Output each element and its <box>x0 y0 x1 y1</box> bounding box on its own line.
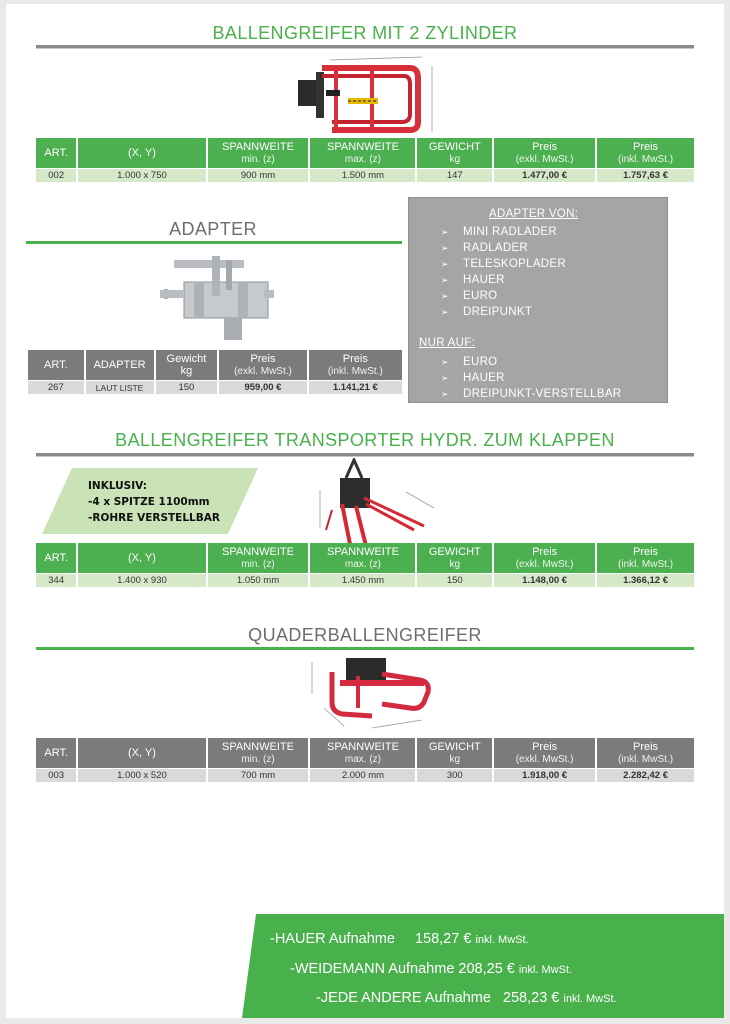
col-header-gewicht: Gewicht kg <box>156 350 218 380</box>
list-item: ➢ EURO <box>441 288 566 304</box>
col-header-art: ART. <box>36 738 76 768</box>
col-header-gewicht: GEWICHT kg <box>417 138 492 168</box>
section-title-ballengreifer-2-zylinder: BALLENGREIFER MIT 2 ZYLINDER <box>212 23 518 43</box>
cell-xy: 1.000 x 520 <box>78 768 205 782</box>
table-header-row <box>36 738 694 768</box>
footer-price: 158,27 € <box>414 931 472 947</box>
quaderballengreifer-image <box>302 652 442 734</box>
footer-suffix: inkl. MwSt. <box>563 993 617 1005</box>
col-header-xy: (X, Y) <box>78 138 205 168</box>
bale-clamp-2-cylinder-image <box>292 52 452 142</box>
spec-table-ballengreifer-2-zylinder <box>34 138 696 182</box>
footer-price: 208,25 € <box>458 961 515 977</box>
col-header-spannweite-min: SPANNWEITE min. (z) <box>208 543 309 573</box>
section-rule <box>36 45 694 49</box>
cell-spannweite-min: 900 mm <box>208 168 309 182</box>
col-header-xy: (X, Y) <box>78 543 205 573</box>
cell-preis-inkl: 1.757,63 € <box>597 168 694 182</box>
footer-line-jede-andere <box>316 990 617 1006</box>
list-item: ➢ HAUER <box>441 370 621 386</box>
list-item: ➢ TELESKOPLADER <box>441 256 566 272</box>
cell-art: 344 <box>36 573 76 587</box>
cell-preis-exkl: 959,00 € <box>219 380 306 394</box>
cell-xy: 1.400 x 930 <box>78 573 205 587</box>
cell-spannweite-min: 700 mm <box>208 768 309 782</box>
table-header-row <box>36 138 694 168</box>
cell-art: 267 <box>28 380 84 394</box>
col-header-spannweite-max: SPANNWEITE max. (z) <box>310 543 415 573</box>
list-item: ➢ DREIPUNKT-VERSTELLBAR <box>441 386 621 402</box>
cell-preis-inkl: 1.141,21 € <box>309 380 402 394</box>
table-row <box>28 380 402 394</box>
price-sheet <box>6 4 724 1018</box>
table-row <box>36 573 694 587</box>
footer-price-banner <box>242 914 724 1018</box>
table-header-row <box>36 543 694 573</box>
cell-preis-inkl: 2.282,42 € <box>597 768 694 782</box>
list-item: ➢ DREIPUNKT <box>441 304 566 320</box>
footer-label: -WEIDEMANN Aufnahme <box>290 961 455 977</box>
list-item: ➢ MINI RADLADER <box>441 224 566 240</box>
list-item: ➢ EURO <box>441 354 621 370</box>
inklusiv-note <box>42 468 258 534</box>
col-header-preis-inkl: Preis (inkl. MwSt.) <box>597 543 694 573</box>
section-title-ballengreifer-transporter: BALLENGREIFER TRANSPORTER HYDR. ZUM KLAPPEN <box>115 430 615 450</box>
col-header-gewicht: GEWICHT kg <box>417 738 492 768</box>
col-header-art: ART. <box>28 350 84 380</box>
table-header-row <box>28 350 402 380</box>
col-header-spannweite-min: SPANNWEITE min. (z) <box>208 138 309 168</box>
list-item: ➢ HAUER <box>441 272 566 288</box>
cell-preis-exkl: 1.477,00 € <box>494 168 595 182</box>
cell-spannweite-max: 1.450 mm <box>310 573 415 587</box>
footer-label: -HAUER Aufnahme <box>270 931 395 947</box>
cell-art: 003 <box>36 768 76 782</box>
note-line: -ROHRE VERSTELLBAR <box>88 512 220 524</box>
adapter-info-box <box>408 197 668 403</box>
cell-preis-inkl: 1.366,12 € <box>597 573 694 587</box>
cell-spannweite-max: 1.500 mm <box>310 168 415 182</box>
list-item: ➢ RADLADER <box>441 240 566 256</box>
footer-line-weidemann <box>290 961 572 977</box>
col-header-preis-inkl: Preis (inkl. MwSt.) <box>597 738 694 768</box>
nur-auf-heading: NUR AUF: <box>419 337 476 349</box>
spec-table-adapter <box>26 350 404 394</box>
table-row <box>36 168 694 182</box>
cell-spannweite-max: 2.000 mm <box>310 768 415 782</box>
adapter-von-heading: ADAPTER VON: <box>489 208 579 220</box>
section-rule <box>26 241 402 244</box>
cell-xy: 1.000 x 750 <box>78 168 205 182</box>
bale-transporter-image <box>306 458 446 548</box>
col-header-preis-exkl: Preis (exkl. MwSt.) <box>494 138 595 168</box>
spec-table-ballengreifer-transporter <box>34 543 696 587</box>
col-header-spannweite-min: SPANNWEITE min. (z) <box>208 738 309 768</box>
col-header-spannweite-max: SPANNWEITE max. (z) <box>310 138 415 168</box>
col-header-preis-inkl: Preis (inkl. MwSt.) <box>597 138 694 168</box>
section-title-adapter: ADAPTER <box>169 219 257 239</box>
section-title-quaderballengreifer: QUADERBALLENGREIFER <box>248 625 482 645</box>
table-row <box>36 768 694 782</box>
cell-spannweite-min: 1.050 mm <box>208 573 309 587</box>
footer-suffix: inkl. MwSt. <box>518 964 573 976</box>
col-header-preis-inkl: Preis (inkl. MwSt.) <box>309 350 402 380</box>
footer-price: 258,23 € <box>502 990 560 1006</box>
col-header-art: ART. <box>36 543 76 573</box>
col-header-preis-exkl: Preis (exkl. MwSt.) <box>494 543 595 573</box>
section-rule <box>36 453 694 457</box>
cell-preis-exkl: 1.148,00 € <box>494 573 595 587</box>
col-header-preis-exkl: Preis (exkl. MwSt.) <box>494 738 595 768</box>
footer-suffix: inkl. MwSt. <box>475 934 529 946</box>
adapter-von-list <box>441 224 566 320</box>
cell-art: 002 <box>36 168 76 182</box>
cell-preis-exkl: 1.918,00 € <box>494 768 595 782</box>
section-rule <box>36 647 694 650</box>
note-line: -4 x SPITZE 1100mm <box>88 496 210 508</box>
spec-table-quaderballengreifer <box>34 738 696 782</box>
col-header-xy: (X, Y) <box>78 738 205 768</box>
cell-gewicht: 150 <box>156 380 218 394</box>
col-header-gewicht: GEWICHT kg <box>417 543 492 573</box>
cell-gewicht: 150 <box>417 573 492 587</box>
col-header-art: ART. <box>36 138 76 168</box>
cell-gewicht: 300 <box>417 768 492 782</box>
col-header-preis-exkl: Preis (exkl. MwSt.) <box>219 350 306 380</box>
note-line: INKLUSIV: <box>88 480 147 492</box>
footer-line-hauer <box>270 931 529 947</box>
cell-adapter: LAUT LISTE <box>86 380 154 394</box>
adapter-image <box>154 252 278 348</box>
col-header-adapter: ADAPTER <box>86 350 154 380</box>
col-header-spannweite-max: SPANNWEITE max. (z) <box>310 738 415 768</box>
nur-auf-list <box>441 354 621 402</box>
footer-label: -JEDE ANDERE Aufnahme <box>316 990 491 1006</box>
cell-gewicht: 147 <box>417 168 492 182</box>
